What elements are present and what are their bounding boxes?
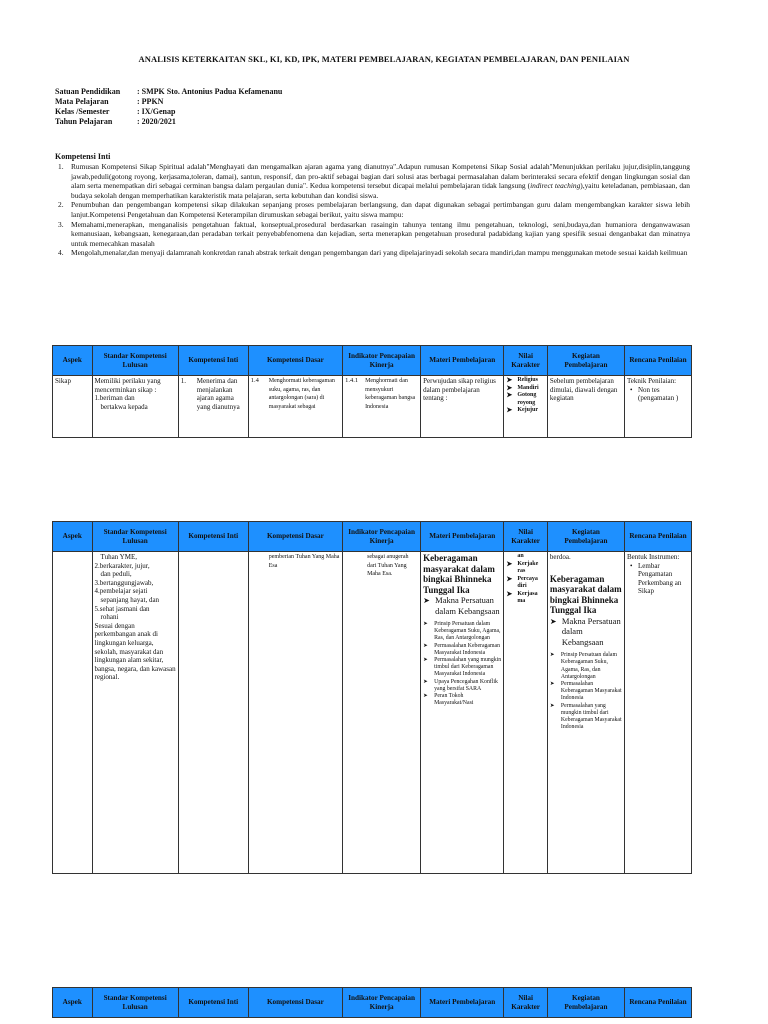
meta-row-kelas bbox=[55, 107, 282, 117]
analysis-table-3 bbox=[52, 987, 692, 1018]
materi-point: ➤ Upaya Pencegahan Konflik yang bersifat SARA bbox=[423, 679, 501, 693]
header-kegiatan: Kegiatan Pembelajaran bbox=[547, 988, 624, 1018]
nilai-item: ➤ Percaya diri bbox=[506, 576, 545, 591]
header-kd: Kompetensi Dasar bbox=[248, 346, 342, 376]
cell-materi bbox=[421, 552, 504, 874]
header-aspek: Aspek bbox=[53, 522, 93, 552]
skl-line: 1.beriman dan bbox=[94, 394, 135, 403]
header-skl: Standar Kompetensi Lulusan bbox=[92, 988, 178, 1018]
analysis-table-2 bbox=[52, 521, 692, 874]
skl-line: Memiliki perilaku yang bbox=[94, 377, 161, 385]
meta-row-tahun bbox=[55, 117, 282, 127]
ki-heading: Kompetensi Inti bbox=[55, 152, 111, 161]
ki-number: 1. bbox=[180, 377, 186, 385]
nilai-item: ➤ Kerjake ras bbox=[506, 561, 545, 576]
meta-label: Kelas /Semester bbox=[55, 107, 110, 116]
header-materi: Materi Pembelajaran bbox=[421, 522, 504, 552]
document-meta bbox=[55, 87, 282, 127]
header-kd: Kompetensi Dasar bbox=[248, 522, 342, 552]
cell-ipk bbox=[343, 552, 421, 874]
ipk-number: 1.4.1 bbox=[345, 377, 359, 384]
nilai-item: ➤ Gotong royong bbox=[506, 392, 545, 407]
header-penilaian: Rencana Penilaian bbox=[625, 346, 692, 376]
meta-label: Satuan Pendidikan bbox=[55, 87, 121, 96]
kd-text: Menghormati keberagaman suku, agama, ras, dan antargolongan (sara) di masyarakat sebagai bbox=[268, 378, 335, 410]
ki-item bbox=[55, 162, 690, 200]
header-ki: Kompetensi Inti bbox=[178, 346, 248, 376]
header-kegiatan: Kegiatan Pembelajaran bbox=[547, 522, 624, 552]
header-skl: Standar Kompetensi Lulusan bbox=[92, 346, 178, 376]
cell-nilai bbox=[504, 376, 548, 438]
cell-penilaian bbox=[625, 376, 692, 438]
meta-value: : 2020/2021 bbox=[137, 117, 176, 126]
kegiatan-point: ➤ Permasalahan yang mungkin timbul dari Keberagaman Masyarakat Indonesia bbox=[550, 703, 622, 732]
skl-line: sepanjang hayat, dan bbox=[100, 595, 160, 604]
nilai-item: ➤ Mandiri bbox=[506, 385, 545, 393]
materi-point: ➤ Permasalahan Keberagaman Masyarakat Indonesia bbox=[423, 643, 501, 657]
ipk-text: sebagai anugerah dari Tuhan Yang Maha Esa. bbox=[367, 554, 409, 578]
materi-point: ➤ Peran Tokoh Masyarakat/Nasi bbox=[423, 693, 501, 707]
cell-ki bbox=[178, 376, 248, 438]
ki-number: 3. bbox=[58, 219, 64, 229]
header-penilaian: Rencana Penilaian bbox=[625, 522, 692, 552]
nilai-item: ➤ Kejujur bbox=[506, 407, 545, 415]
table-row bbox=[53, 376, 692, 438]
ki-cell-text: Menerima dan menjalankan ajaran agama yang dianutnya bbox=[196, 377, 240, 411]
cell-kd bbox=[248, 376, 342, 438]
ki-number: 4. bbox=[58, 248, 64, 258]
ki-text: Mengolah,menalar,dan menyaji dalamranah konkretdan ranah abstrak terkait dengan pengembangan dari yang dipelajarinyadi sekolah secara mandiri,dan mampu menggunakan metode sesuai kaidah keilmuan bbox=[71, 248, 688, 258]
cell-aspek: Sikap bbox=[53, 376, 93, 438]
penilaian-bullet: • Lembar Pengamatan Perkembang an Sikap bbox=[627, 562, 689, 596]
skl-line: Tuhan YME, bbox=[100, 553, 137, 561]
materi-heading: Keberagaman masyarakat dalam bingkai Bhinneka Tunggal Ika bbox=[423, 553, 495, 595]
table-header-row bbox=[53, 522, 692, 552]
materi-subheading: ➤ Makna Persatuan dalam Kebangsaan bbox=[423, 595, 501, 616]
ki-text: Memahami,menerapkan, menganalisis pengetahuan faktual, konseptual,prosedural berdasarkan rasaingin tahunya tentang ilmu pengetahuan, teknologi, seni,budaya,dan humaniora denganwawasan kemanusiaan, kebangsaan, kenegaraan,dan peradaban terkait penyebabfenomena dan kejadian, serta menerapkan pengetahuan prosedural padabidang kajian yang spesifik sesuai denganbakat dan minatnya untuk memecahkan masalah bbox=[71, 219, 690, 248]
kd-number: 1.4 bbox=[250, 377, 259, 384]
skl-line: bertakwa kepada bbox=[100, 402, 148, 411]
materi-point: ➤ Prinsip Persatuan dalam Keberagaman Suku, Agama, Ras, dan Antargolongan bbox=[423, 621, 501, 643]
skl-line: Sesuai dengan perkembangan anak di lingkungan keluarga, sekolah, masyarakat dan lingkungan alam sekitar, bangsa, negara, dan kawasan regional. bbox=[94, 621, 176, 682]
meta-value: : IX/Genap bbox=[137, 107, 176, 116]
ki-text: Penumbuhan dan pengembangan kompetensi sikap dilakukan sepanjang proses pembelajaran berlangsung, dan dapat digunakan sebagai pertimbangan guru dalam mengembangkan karakter siswa lebih lanjut.Kompetensi Pengetahuan dan Kompetensi Keterampilan dirumuskan sebagai berikut, yaitu siswa mampu: bbox=[71, 200, 690, 219]
ipk-text: Menghormati dan mensyukuri keberagaman bangsa Indonesia bbox=[365, 378, 416, 410]
penilaian-lead: Bentuk Instrumen: bbox=[627, 553, 680, 561]
cell-ipk bbox=[343, 376, 421, 438]
cell-aspek bbox=[53, 552, 93, 874]
cell-kegiatan bbox=[547, 552, 624, 874]
kegiatan-point: ➤ Permasalahan Keberagaman Masyarakat Indonesia bbox=[550, 681, 622, 703]
ki-text: Rumusan Kompetensi Sikap Spiritual adalah"Menghayati dan mengamalkan ajaran agama yang dianutnya".Adapun rumusan Kompetensi Sikap Sosial adalah"Menunjukkan perilaku jujur,disiplin,tanggung jawab,peduli(gotong royong, kerjasama,toleran, damai), santun, responsif, dan pro-aktif sebagai bagian dari solusi atas berbagai permasalahan dalam berinteraksi secara efektif dengan lingkungan sosial dan alam serta menempatkan diri sebagai cerminan bangsa dalam pergaulan dunia". Kedua kompetensi tersebut dicapai melalui pembelajaran tidak langsung ( bbox=[71, 162, 690, 191]
cell-materi: Perwujudan sikap religius dalam pembelajaran tentang : bbox=[421, 376, 504, 438]
header-materi: Materi Pembelajaran bbox=[421, 988, 504, 1018]
header-aspek: Aspek bbox=[53, 346, 93, 376]
skl-line: 5.sehat jasmani dan bbox=[94, 604, 150, 613]
nilai-continuation: an bbox=[517, 553, 524, 559]
header-ipk: Indikator Pencapaian Kinerja bbox=[343, 988, 421, 1018]
ki-list bbox=[55, 162, 690, 258]
kegiatan-heading: Keberagaman masyarakat dalam bingkai Bhinneka Tunggal Ika bbox=[549, 573, 622, 616]
cell-skl bbox=[92, 376, 178, 438]
header-ki: Kompetensi Inti bbox=[178, 522, 248, 552]
cell-kd bbox=[248, 552, 342, 874]
header-nilai: Nilai Karakter bbox=[504, 346, 548, 376]
meta-label: Mata Pelajaran bbox=[55, 97, 109, 106]
meta-row-mapel bbox=[55, 97, 282, 107]
table-header-row bbox=[53, 988, 692, 1018]
skl-line: 2.berkarakter, jujur, bbox=[94, 561, 150, 570]
penilaian-lead: Teknik Penilaian: bbox=[627, 377, 677, 385]
ki-text: ),yaitu keteladanan, pembiasaan, dan budaya sekolah dengan memperhatikan karakteristik mata pelajaran, serta kebutuhan dan kondisi siswa. bbox=[71, 181, 690, 200]
cell-nilai bbox=[504, 552, 548, 874]
header-aspek: Aspek bbox=[53, 988, 93, 1018]
skl-line: 4.pembelajar sejati bbox=[94, 587, 148, 596]
kegiatan-subheading: ➤ Makna Persatuan dalam Kebangsaan bbox=[550, 616, 622, 648]
cell-kegiatan: Sebelum pembelajaran dimulai, diawali dengan kegiatan bbox=[547, 376, 624, 438]
cell-ki bbox=[178, 552, 248, 874]
header-nilai: Nilai Karakter bbox=[504, 988, 548, 1018]
header-kegiatan: Kegiatan Pembelajaran bbox=[547, 346, 624, 376]
skl-line: rohani bbox=[100, 613, 119, 622]
header-ipk: Indikator Pencapaian Kinerja bbox=[343, 346, 421, 376]
document-title: ANALISIS KETERKAITAN SKL, KI, KD, IPK, MATERI PEMBELAJARAN, KEGIATAN PEMBELAJARAN, DAN PENILAIAN bbox=[138, 54, 630, 64]
cell-skl bbox=[92, 552, 178, 874]
cell-penilaian bbox=[625, 552, 692, 874]
header-ki: Kompetensi Inti bbox=[178, 988, 248, 1018]
ki-item bbox=[55, 220, 690, 249]
meta-value: : SMPK Sto. Antonius Padua Kefamenanu bbox=[137, 87, 283, 96]
kegiatan-continuation: berdoa. bbox=[549, 553, 571, 561]
ki-text-emphasis: indirect teaching bbox=[530, 181, 581, 191]
table-header-row bbox=[53, 346, 692, 376]
header-ipk: Indikator Pencapaian Kinerja bbox=[343, 522, 421, 552]
nilai-item: ➤ Kerjasa ma bbox=[506, 591, 545, 606]
materi-point: ➤ Permasalahan yang mungkin timbul dari Keberagaman Masyarakat Indonesia bbox=[423, 657, 501, 679]
ki-number: 1. bbox=[58, 162, 64, 171]
ki-item bbox=[55, 248, 690, 258]
header-nilai: Nilai Karakter bbox=[504, 522, 548, 552]
analysis-table-1 bbox=[52, 345, 692, 438]
meta-label: Tahun Pelajaran bbox=[55, 117, 113, 126]
kegiatan-point: ➤ Prinsip Persatuan dalam Keberagaman Suku, Agama, Ras, dan Antargolongan bbox=[550, 652, 622, 681]
header-materi: Materi Pembelajaran bbox=[421, 346, 504, 376]
header-kd: Kompetensi Dasar bbox=[248, 988, 342, 1018]
ki-number: 2. bbox=[58, 200, 64, 210]
kd-text: pemberian Tuhan Yang Maha Esa bbox=[268, 554, 340, 569]
header-skl: Standar Kompetensi Lulusan bbox=[92, 522, 178, 552]
nilai-item: ➤ Religius bbox=[506, 377, 545, 385]
ki-item bbox=[55, 200, 690, 219]
table-row bbox=[53, 552, 692, 874]
skl-line: dan peduli, bbox=[100, 570, 132, 579]
penilaian-bullet: • Non tes (pengamatan ) bbox=[627, 386, 689, 403]
skl-line: 3.bertanggungjawab, bbox=[94, 578, 154, 587]
meta-row-satuan bbox=[55, 87, 282, 97]
meta-value: : PPKN bbox=[137, 97, 164, 106]
header-penilaian: Rencana Penilaian bbox=[625, 988, 692, 1018]
skl-line: mencerminkan sikap : bbox=[94, 385, 157, 394]
